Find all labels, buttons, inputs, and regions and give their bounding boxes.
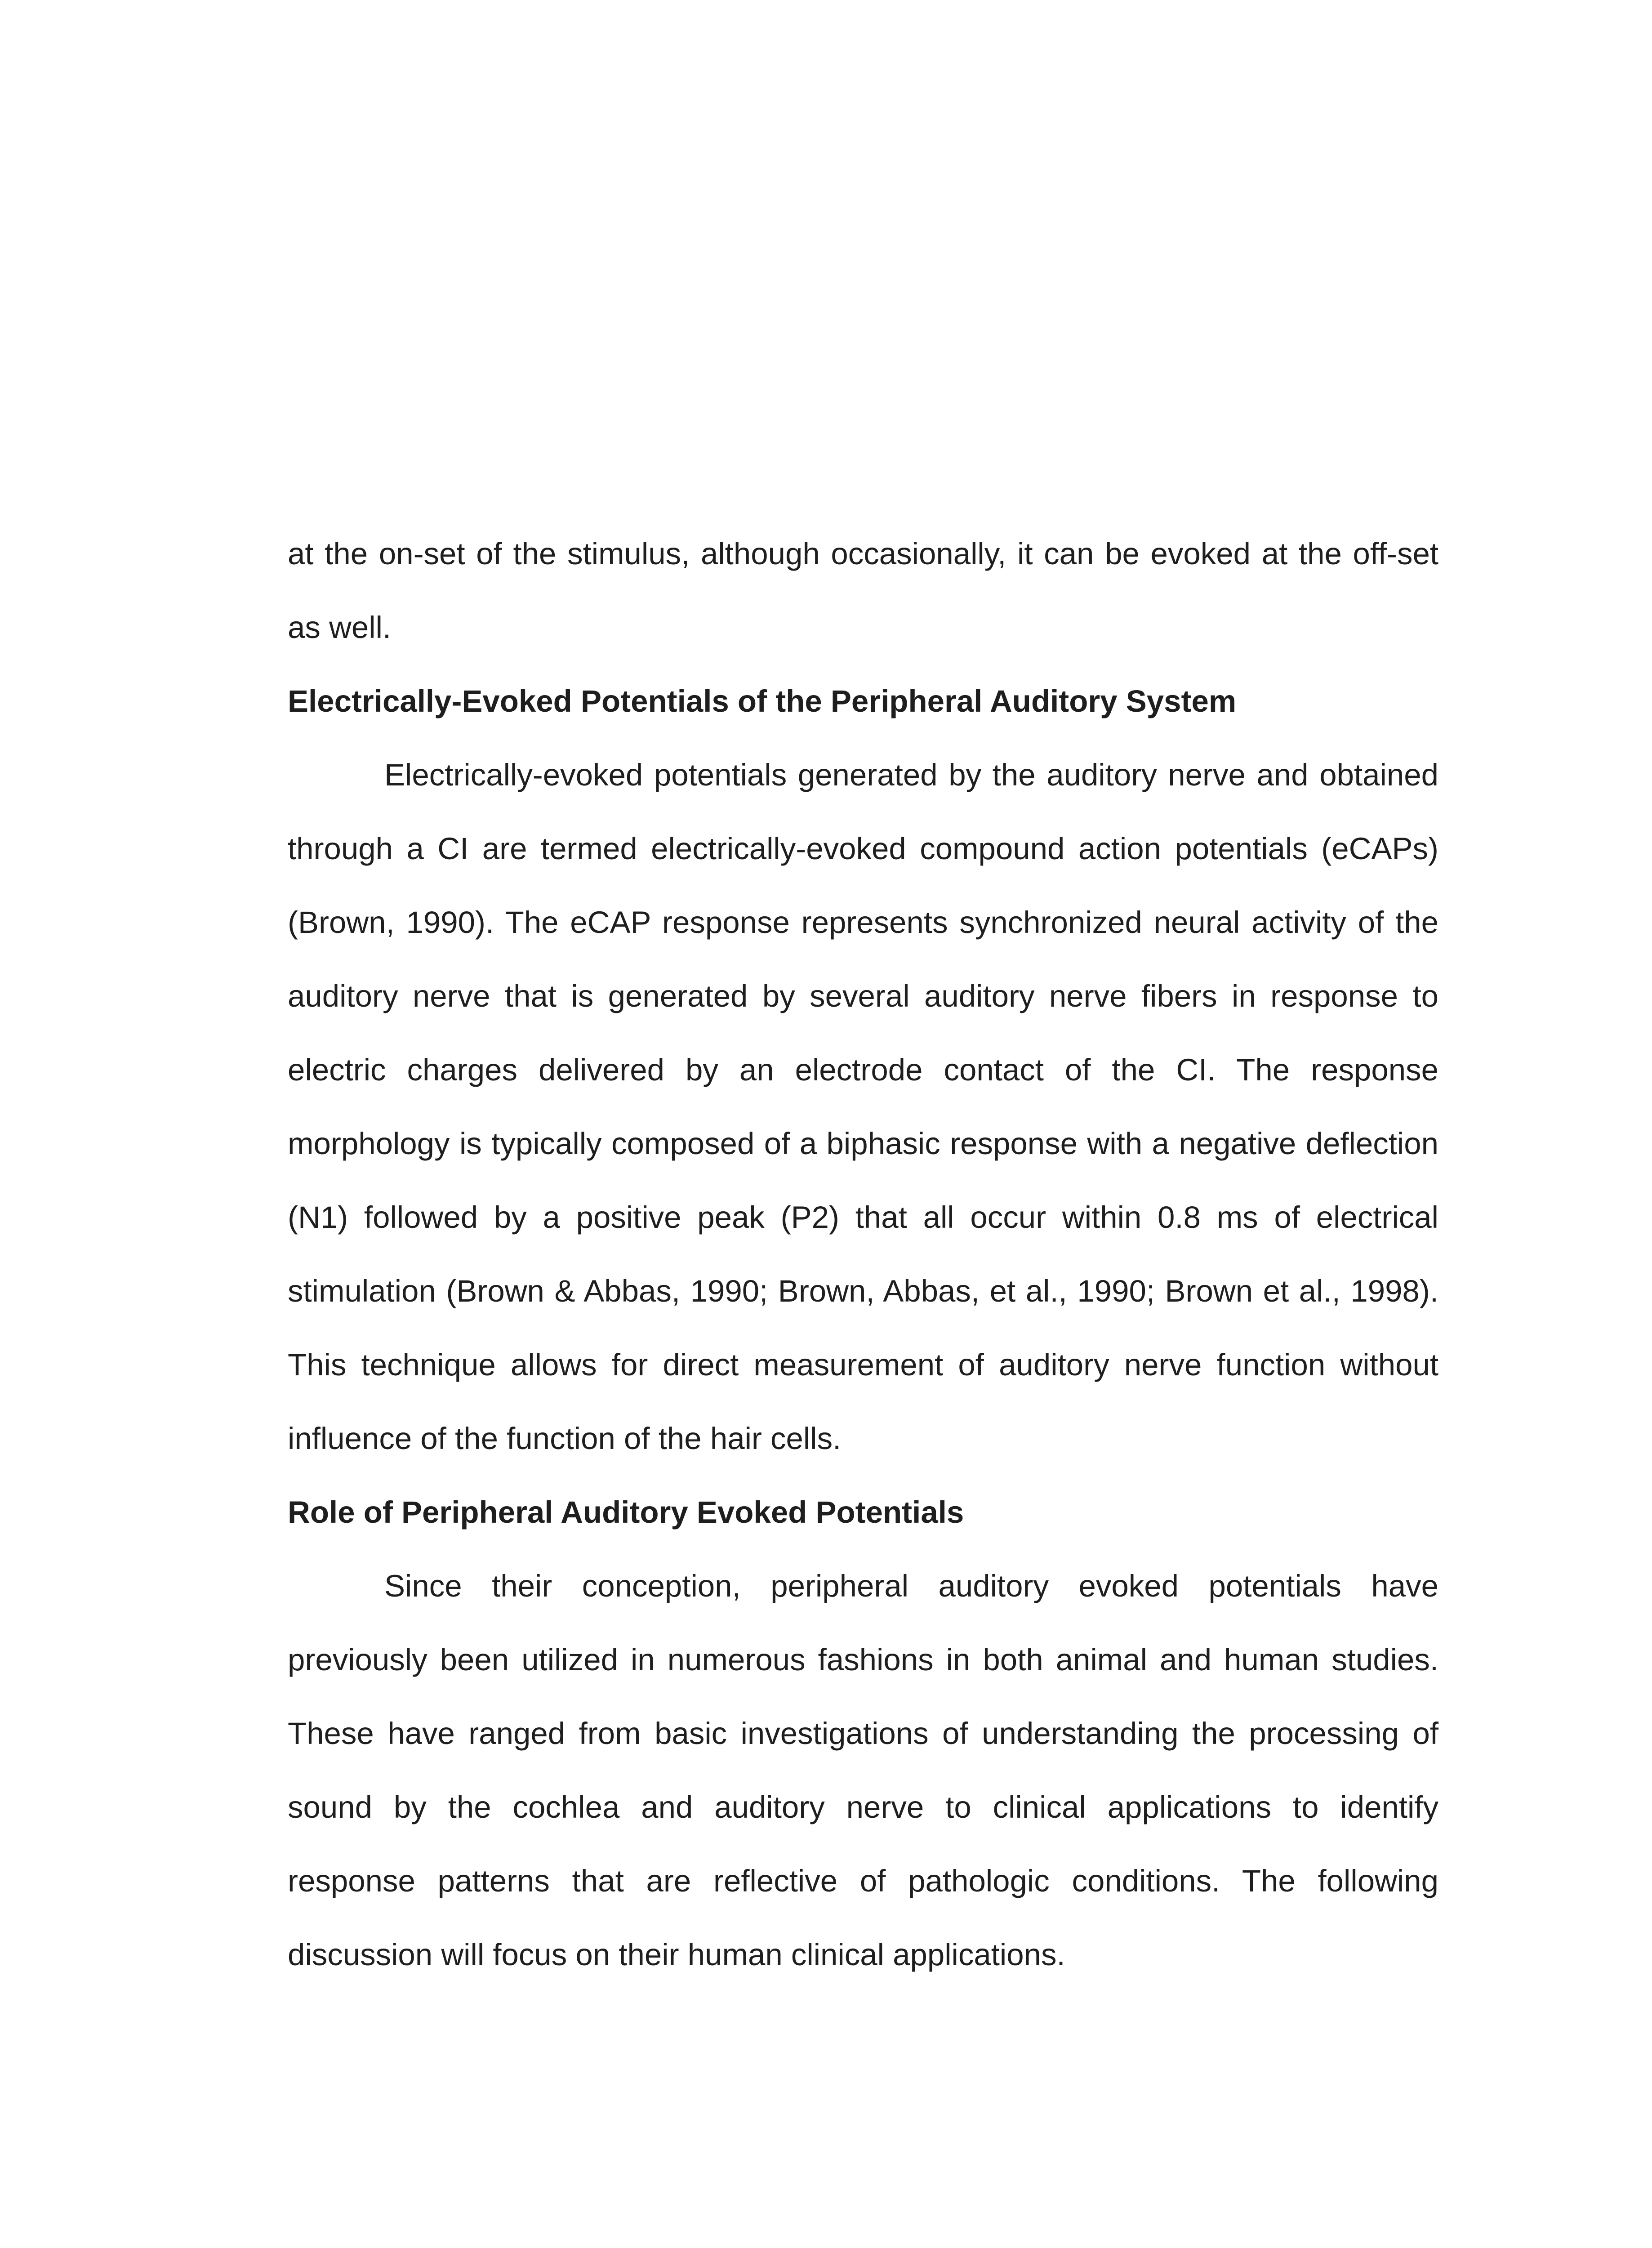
section-heading: Role of Peripheral Auditory Evoked Potentials — [288, 1495, 964, 1530]
body-text-line: Since their conception, peripheral auditory evoked potentials have — [384, 1569, 1438, 1603]
body-text-line: previously been utilized in numerous fashions in both animal and human studies. — [288, 1642, 1438, 1677]
body-text-line: electric charges delivered by an electrode contact of the CI. The response — [288, 1053, 1438, 1087]
body-text-line: sound by the cochlea and auditory nerve to clinical applications to identify — [288, 1790, 1438, 1824]
body-text-line: stimulation (Brown & Abbas, 1990; Brown, Abbas, et al., 1990; Brown et al., 1998). — [288, 1274, 1438, 1308]
body-text-line: discussion will focus on their human clinical applications. — [288, 1937, 1065, 1972]
body-text-line: These have ranged from basic investigations of understanding the processing of — [288, 1716, 1438, 1751]
body-text-line: (Brown, 1990). The eCAP response represents synchronized neural activity of the — [288, 905, 1438, 940]
body-text-line: influence of the function of the hair cells. — [288, 1421, 842, 1456]
body-text-line: response patterns that are reflective of pathologic conditions. The following — [288, 1864, 1438, 1898]
body-text-line: This technique allows for direct measurement of auditory nerve function without — [288, 1347, 1438, 1382]
body-text-line: auditory nerve that is generated by several auditory nerve fibers in response to — [288, 979, 1438, 1013]
body-text-line: morphology is typically composed of a biphasic response with a negative deflection — [288, 1126, 1438, 1161]
body-text-line: (N1) followed by a positive peak (P2) that all occur within 0.8 ms of electrical — [288, 1200, 1438, 1235]
body-text-line: Electrically-evoked potentials generated by the auditory nerve and obtained — [384, 758, 1438, 792]
body-text-line: at the on-set of the stimulus, although occasionally, it can be evoked at the off-set — [288, 536, 1438, 571]
body-text-line: through a CI are termed electrically-evoked compound action potentials (eCAPs) — [288, 831, 1438, 866]
body-text-line: as well. — [288, 610, 392, 645]
section-heading: Electrically-Evoked Potentials of the Peripheral Auditory System — [288, 684, 1237, 718]
